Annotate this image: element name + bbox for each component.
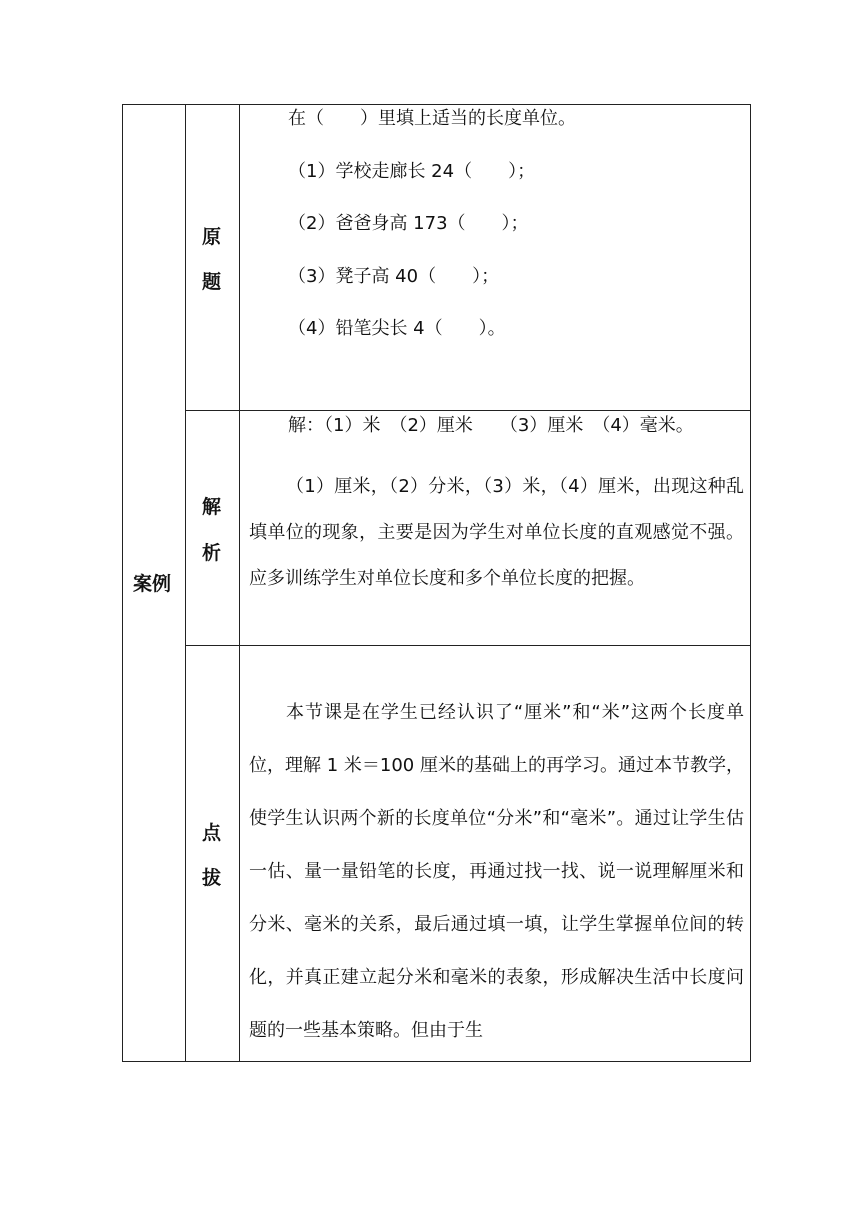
case-label: 案例 (133, 573, 172, 595)
row-label-guidance-2: 拔 (202, 867, 222, 889)
answer-line: 解：（1）米 （2）厘米 （3）厘米 （4）毫米。 (288, 415, 694, 436)
row-label-original-1: 原 (202, 226, 222, 248)
table-border-right (750, 104, 751, 1062)
row-label-analysis-1: 解 (202, 496, 222, 518)
table-divider-col1 (185, 104, 186, 1062)
analysis-paragraph: （1）厘米，（2）分米，（3）米，（4）厘米，出现这种乱填单位的现象，主要是因为学生对单位长度的直观感觉不强。应多训练学生对单位长度和多个单位长度的把握。 (249, 476, 744, 589)
table-border-bottom (122, 1061, 751, 1062)
guidance-paragraph: 本节课是在学生已经认识了“厘米”和“米”这两个长度单位，理解 1 米＝100 厘米的基础上的再学习。通过本节教学，使学生认识两个新的长度单位“分米”和“毫米”。通过让学生估一估、量一量铅笔的长度，再通过找一找、说一说理解厘米和分米、毫米的关系，最后通过填一填，让学生掌握单位间的转化，并真正建立起分米和毫米的表象，形成解决生活中长度问题的一些基本策略。但由于生 (249, 702, 744, 1041)
row-label-guidance-1: 点 (202, 822, 222, 844)
row-divider-1 (185, 410, 751, 411)
question-item-4: （4）铅笔尖长 4（ ）。 (288, 318, 506, 339)
question-item-3: （3）凳子高 40（ ）； (288, 266, 500, 287)
table-divider-col2 (239, 104, 240, 1062)
row-divider-2 (185, 645, 751, 646)
question-item-1: （1）学校走廊长 24（ ）； (288, 161, 536, 182)
question-instruction: 在（ ）里填上适当的长度单位。 (288, 108, 576, 129)
row-label-original-2: 题 (202, 271, 222, 293)
question-item-2: （2）爸爸身高 173（ ）； (288, 213, 529, 234)
table-border-top (122, 104, 751, 105)
row-label-analysis-2: 析 (202, 542, 222, 564)
table-border-left (122, 104, 123, 1062)
